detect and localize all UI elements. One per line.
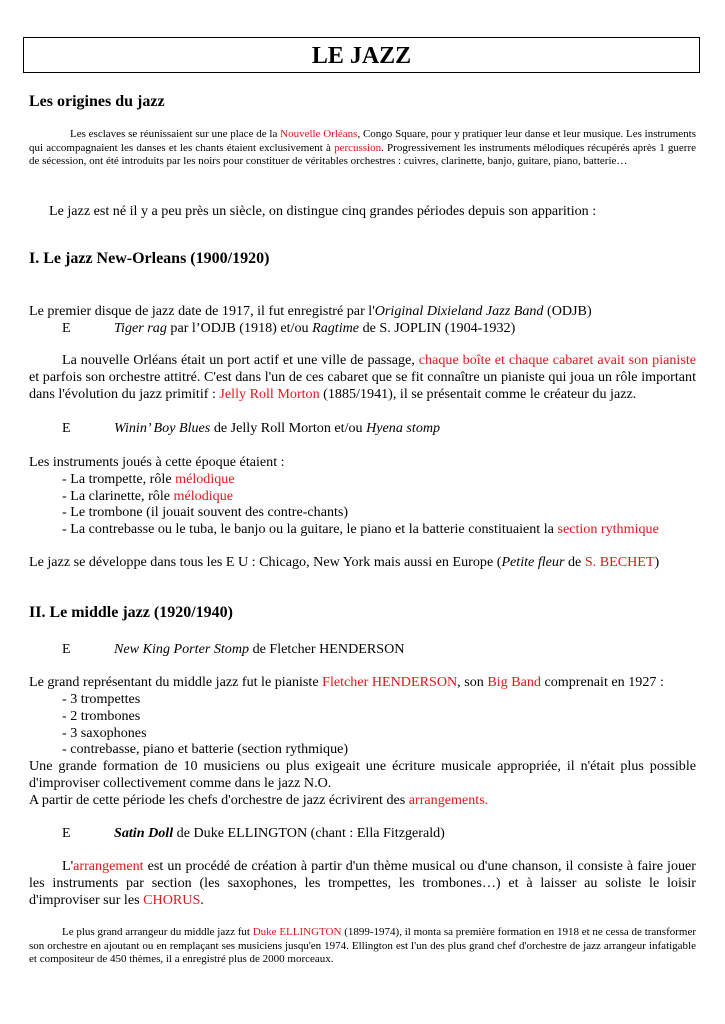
instruments-intro: Les instruments joués à cette époque étaient : <box>29 454 285 470</box>
new-orleans-text-2: et parfois son orchestre attitré. C'est dans l'un de ces cabaret que se fit connaître un pianiste qui joua un rôle important dans l'évolution du jazz primitif : <box>29 369 696 402</box>
page-title: LE JAZZ <box>23 37 700 73</box>
arrangement-text-2: est un procédé de création à partir d'un thème musical ou d'une chanson, il consiste à faire jouer les instruments par section (les saxophones, les trompettes, les trombones…) et à laisser au soliste le loisir d'improviser sur les <box>29 858 696 908</box>
example-text: de Fletcher HENDERSON <box>249 641 405 657</box>
ellington-paragraph <box>29 926 696 967</box>
example-title-2: Ragtime <box>312 320 360 336</box>
spread-highlight-bechet: S. BECHET <box>584 554 655 570</box>
arrangements-highlight: arrangements. <box>408 792 489 808</box>
example-3-king-porter <box>62 641 692 658</box>
spread-text-1: Le jazz se développe dans tous les E U : Chicago, New York mais aussi en Europe ( <box>29 554 502 570</box>
example-marker: E <box>62 420 71 436</box>
example-text: de Jelly Roll Morton et/ou <box>210 420 367 436</box>
instrument-item-rhythm <box>62 521 659 538</box>
arrangement-definition-paragraph <box>29 858 696 909</box>
big-band-item: - 2 trombones <box>62 708 141 724</box>
ellington-text-2: (1899-1974), il monta sa première formation en 1918 et ne cessa de transformer son orchestre en ajoutant ou en remplaçant ses musiciens jusqu'en 1974. Ellington est l'un des plus grand chef d'orchestre de jazz arrangeur infatigable et compositeur de 450 thèmes, il a enregistré plus de 2000 morceaux. <box>29 926 697 965</box>
henderson-line <box>29 674 664 691</box>
arrangements-text: A partir de cette période les chefs d'orchestre de jazz écrivirent des <box>29 792 409 808</box>
first-record-line <box>29 303 592 320</box>
origins-paragraph <box>29 128 696 169</box>
instrument-item-trombone: - Le trombone (il jouait souvent des contre-chants) <box>62 504 349 520</box>
example-marker: E <box>62 320 71 336</box>
henderson-text-1: Le grand représentant du middle jazz fut le pianiste <box>29 674 323 690</box>
new-orleans-highlight-cabaret: chaque boîte et chaque cabaret avait son pianiste <box>418 352 697 368</box>
new-orleans-text-3: (1885/1941), il se présentait comme le créateur du jazz. <box>319 386 637 402</box>
first-record-abbr: (ODJB) <box>543 303 592 319</box>
instrument-role: mélodique <box>173 488 234 504</box>
first-record-text: Le premier disque de jazz date de 1917, il fut enregistré par l' <box>29 303 375 319</box>
spread-text-3: ) <box>654 554 660 570</box>
henderson-text-2: , son <box>457 674 488 690</box>
instrument-role: mélodique <box>175 471 235 487</box>
new-orleans-highlight-jelly-roll: Jelly Roll Morton <box>219 386 320 402</box>
ellington-text-1: Le plus grand arrangeur du middle jazz fut <box>62 926 253 938</box>
instrument-label: - La trompette, rôle <box>62 471 176 487</box>
arrangements-line <box>29 792 488 809</box>
henderson-text-3: comprenait en 1927 : <box>540 674 664 690</box>
example-2-winin-boy <box>62 420 692 437</box>
heading-origines: Les origines du jazz <box>29 93 165 110</box>
heading-section-1: I. Le jazz New-Orleans (1900/1920) <box>29 250 270 267</box>
origins-highlight-percussion: percussion <box>334 141 382 154</box>
arrangement-highlight-chorus: CHORUS <box>143 892 201 908</box>
big-band-item: - contrebasse, piano et batterie (section rythmique) <box>62 741 349 757</box>
spread-title: Petite fleur <box>501 554 565 570</box>
arrangement-highlight-word: arrangement <box>73 858 144 874</box>
arrangement-text-3: . <box>200 892 204 908</box>
example-text-2: de S. JOPLIN (1904-1932) <box>359 320 516 336</box>
first-record-band: Original Dixieland Jazz Band <box>374 303 544 319</box>
example-1-tiger-rag <box>62 320 692 337</box>
big-formation-paragraph: Une grande formation de 10 musiciens ou plus exigeait une écriture musicale appropriée, il n'était plus possible d'improviser collectivement comme dans le jazz N.O. <box>29 758 696 791</box>
example-title-2: Hyena stomp <box>366 420 441 436</box>
example-marker: E <box>62 641 71 657</box>
henderson-highlight-name: Fletcher HENDERSON <box>322 674 458 690</box>
origins-periods-intro: Le jazz est né il y a peu près un siècle, on distingue cinq grandes périodes depuis son apparition : <box>49 203 597 219</box>
origins-text-1: Les esclaves se réunissaient sur une place de la <box>70 128 281 140</box>
example-text: par l’ODJB (1918) et/ou <box>166 320 313 336</box>
instrument-label: - La contrebasse ou le tuba, le banjo ou la guitare, le piano et la batterie constituaient la <box>62 521 558 537</box>
example-text: de Duke ELLINGTON (chant : Ella Fitzgerald) <box>173 825 445 841</box>
big-band-item: - 3 trompettes <box>62 691 141 707</box>
ellington-highlight-name: Duke ELLINGTON <box>252 926 342 938</box>
instrument-role: section rythmique <box>557 521 659 537</box>
example-title: Satin Doll <box>114 825 174 841</box>
jazz-spread-line <box>29 554 659 571</box>
example-4-satin-doll <box>62 825 692 842</box>
instrument-label: - La clarinette, rôle <box>62 488 174 504</box>
origins-text-3: . Progressivement les instruments mélodiques récupérés après 1 guerre de sécession, ont été introduits par les noirs pour constituer de véritables orchestres : cuivres, clarinette, banjo, guitare, piano, batterie… <box>29 141 696 167</box>
big-band-item: - 3 saxophones <box>62 725 147 741</box>
spread-text-2: de <box>564 554 585 570</box>
example-title: New King Porter Stomp <box>114 641 250 657</box>
henderson-highlight-big-band: Big Band <box>487 674 541 690</box>
example-title: Winin’ Boy Blues <box>114 420 211 436</box>
heading-section-2: II. Le middle jazz (1920/1940) <box>29 604 233 621</box>
example-title: Tiger rag <box>114 320 167 336</box>
new-orleans-text-1: La nouvelle Orléans était un port actif et une ville de passage, <box>62 352 419 368</box>
new-orleans-paragraph <box>29 352 696 403</box>
instrument-item-trumpet <box>62 471 235 488</box>
arrangement-text-1: L' <box>62 858 74 874</box>
example-marker: E <box>62 825 71 841</box>
origins-text-2: , Congo Square, pour y pratiquer leur danse et leur musique. Les instruments qui accompagnaient les danses et les chants étaient exclusivement à <box>29 128 696 154</box>
instrument-item-clarinet <box>62 488 233 505</box>
origins-highlight-nouvelle-orleans: Nouvelle Orléans <box>280 128 358 140</box>
